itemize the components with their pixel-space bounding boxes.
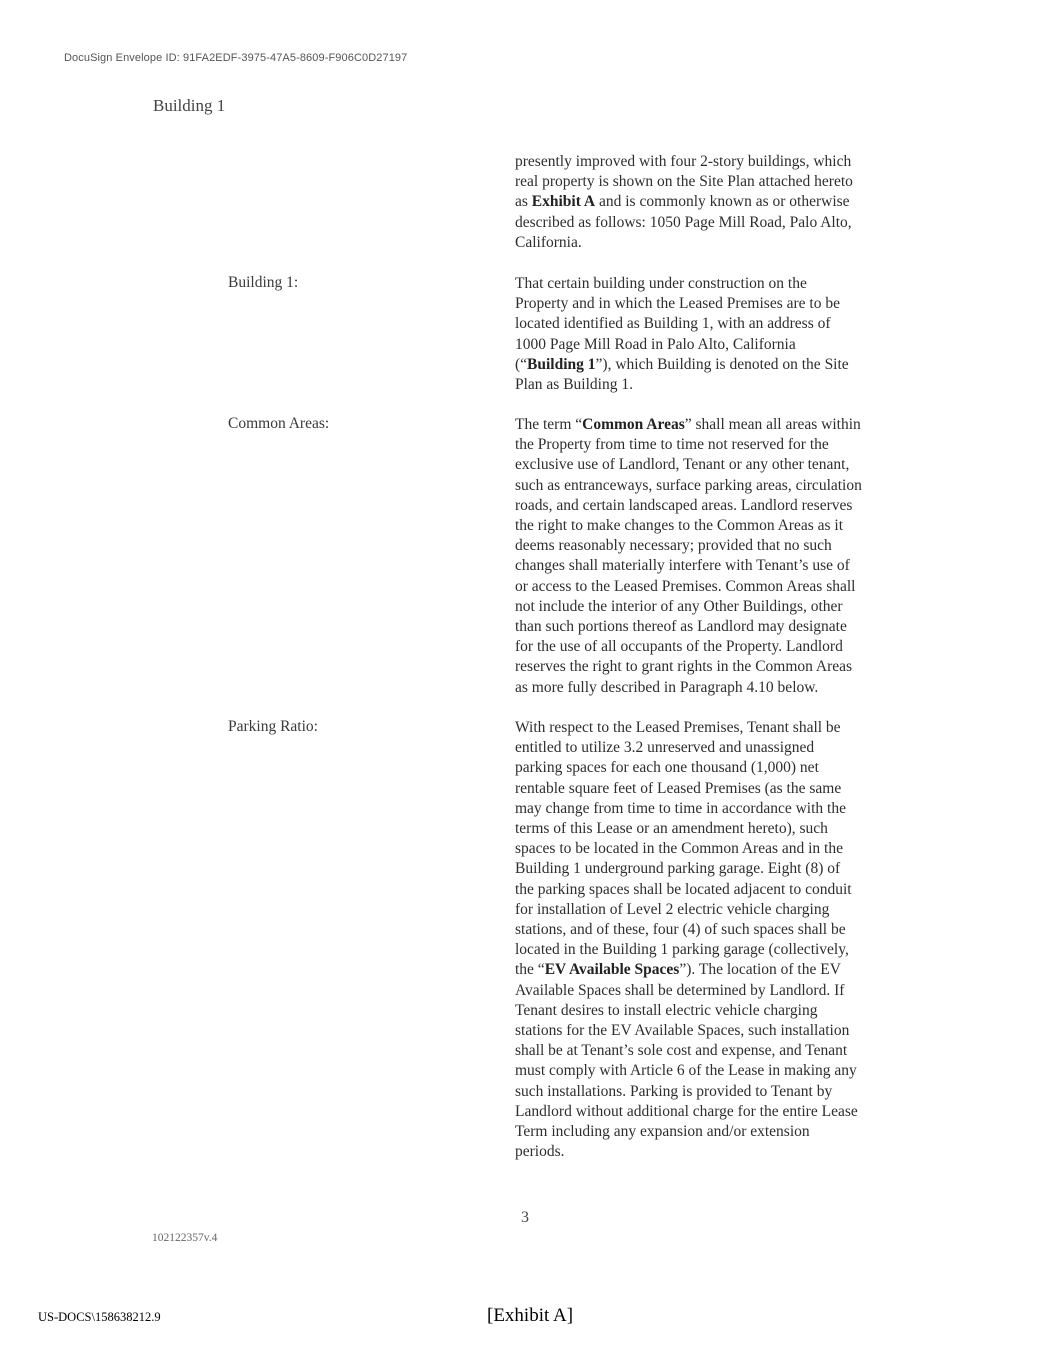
text-line: entitled to utilize 3.2 unreserved and unassigned	[515, 739, 815, 757]
term-label-parking-ratio: Parking Ratio:	[228, 718, 318, 735]
text-segment: the “	[515, 961, 545, 979]
page-number: 3	[521, 1209, 529, 1226]
term-label-common-areas: Common Areas:	[228, 415, 330, 432]
text-line: exclusive use of Landlord, Tenant or any other tenant,	[515, 456, 850, 474]
text-line: the right to make changes to the Common Areas as it	[515, 517, 844, 535]
page-header-title: Building 1	[153, 96, 226, 115]
text-segment: The term “	[515, 416, 583, 433]
text-line: That certain building under construction on the	[515, 275, 807, 292]
text-line: the Property from time to time not reserved for the	[515, 436, 829, 454]
text-line: Plan as Building 1.	[515, 376, 633, 394]
text-line	[515, 415, 915, 435]
text-line: stations, and of these, four (4) of such spaces shall be	[515, 921, 846, 939]
term-label-building-1: Building 1:	[228, 274, 299, 291]
defined-term: Building 1	[527, 355, 596, 373]
footer-exhibit-label: [Exhibit A]	[487, 1305, 574, 1326]
text-line: roads, and certain landscaped areas. Landlord reserves	[515, 496, 853, 514]
text-line: shall be at Tenant’s sole cost and expense, and Tenant	[515, 1042, 848, 1060]
text-line: Property and in which the Leased Premises are to be	[515, 295, 840, 313]
text-line: deems reasonably necessary; provided that no such	[515, 537, 832, 555]
docusign-envelope-id: DocuSign Envelope ID: 91FA2EDF-3975-47A5-8609-F906C0D27197	[64, 52, 408, 64]
text-line: Available Spaces shall be determined by Landlord. If	[515, 981, 845, 999]
term-body-common-areas	[515, 415, 915, 698]
text-line: California.	[515, 233, 582, 251]
text-line: periods.	[515, 1143, 565, 1161]
text-segment: as	[515, 193, 532, 211]
text-line: 1000 Page Mill Road in Palo Alto, California	[515, 335, 796, 353]
text-line: Landlord without additional charge for the entire Lease	[515, 1102, 858, 1120]
text-line: spaces to be located in the Common Areas and in the	[515, 840, 843, 858]
text-line: reserves the right to grant rights in the Common Areas	[515, 658, 853, 676]
defined-term: EV Available Spaces	[544, 961, 680, 979]
text-line: for the use of all occupants of the Property. Landlord	[515, 638, 843, 656]
document-version-number: 102122357v.4	[152, 1232, 218, 1244]
text-line: changes shall materially interfere with Tenant’s use of	[515, 557, 850, 575]
term-body-building-1	[515, 274, 915, 395]
text-line: not include the interior of any Other Buildings, other	[515, 597, 843, 615]
text-line: Building 1 underground parking garage. Eight (8) of	[515, 860, 841, 878]
intro-paragraph	[515, 152, 915, 253]
text-line: or access to the Leased Premises. Common Areas shall	[515, 577, 856, 595]
text-line: presently improved with four 2-story buildings, which	[515, 153, 852, 170]
text-line: must comply with Article 6 of the Lease in making any	[515, 1062, 857, 1080]
text-line: located identified as Building 1, with an address of	[515, 315, 831, 333]
text-segment: (“	[515, 355, 528, 373]
text-segment: ”), which Building is denoted on the Site	[595, 355, 849, 373]
text-line: terms of this Lease or an amendment hereto), such	[515, 820, 828, 838]
text-line: Term including any expansion and/or extension	[515, 1123, 810, 1141]
text-line	[515, 355, 915, 375]
text-line: such installations. Parking is provided to Tenant by	[515, 1082, 833, 1100]
text-line	[515, 960, 915, 980]
text-line: located in the Building 1 parking garage (collectively,	[515, 941, 849, 959]
defined-term: Common Areas	[582, 416, 685, 433]
text-line: described as follows: 1050 Page Mill Road, Palo Alto,	[515, 213, 852, 231]
text-line: such as entranceways, surface parking areas, circulation	[515, 476, 862, 494]
text-line: as more fully described in Paragraph 4.10 below.	[515, 678, 819, 696]
text-segment: ”). The location of the EV	[679, 961, 841, 979]
text-line: may change from time to time in accordance with the	[515, 799, 846, 817]
text-line: Tenant desires to install electric vehicle charging	[515, 1001, 818, 1019]
text-line: parking spaces for each one thousand (1,000) net	[515, 759, 819, 777]
text-segment: ” shall mean all areas within	[684, 416, 861, 433]
text-line: With respect to the Leased Premises, Tenant shall be	[515, 719, 841, 736]
footer-doc-reference: US-DOCS\158638212.9	[38, 1310, 161, 1324]
text-line	[515, 192, 915, 212]
defined-term: Exhibit A	[531, 193, 596, 211]
text-line: than such portions thereof as Landlord may designate	[515, 618, 847, 636]
text-line: real property is shown on the Site Plan attached hereto	[515, 173, 853, 191]
text-segment: and is commonly known as or otherwise	[595, 193, 850, 211]
term-body-parking-ratio	[515, 718, 915, 1162]
text-line: for installation of Level 2 electric vehicle charging	[515, 900, 830, 918]
text-line: rentable square feet of Leased Premises (as the same	[515, 779, 842, 797]
text-line: the parking spaces shall be located adjacent to conduit	[515, 880, 852, 898]
text-line: stations for the EV Available Spaces, such installation	[515, 1022, 850, 1040]
